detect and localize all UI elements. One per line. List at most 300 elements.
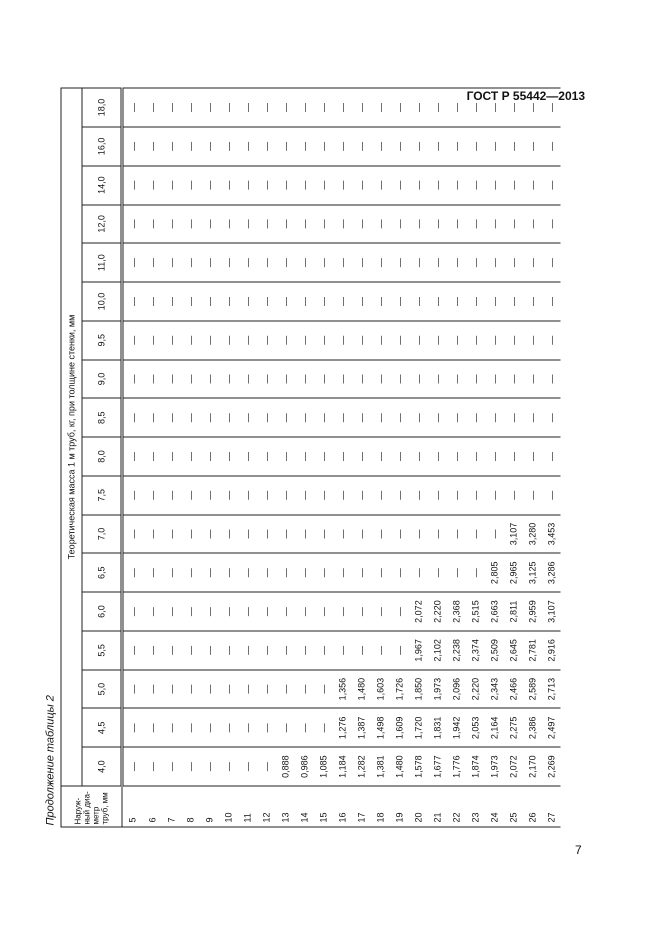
mass-cell: —	[162, 631, 181, 670]
mass-cell: —	[200, 515, 219, 554]
thickness-header: 6,5	[82, 553, 122, 592]
mass-cell: —	[162, 592, 181, 631]
mass-cell: —	[485, 205, 504, 244]
mass-cell: —	[181, 360, 200, 399]
mass-cell: —	[542, 282, 561, 321]
table-row	[428, 88, 447, 827]
mass-cell: —	[542, 166, 561, 205]
mass-cell: 2,386	[523, 708, 542, 747]
mass-cell: —	[200, 282, 219, 321]
mass-cell: —	[238, 127, 257, 166]
mass-cell: —	[447, 282, 466, 321]
mass-cell: —	[390, 205, 409, 244]
mass-cell: —	[447, 476, 466, 515]
mass-cell: —	[181, 437, 200, 476]
diameter-cell: 6	[143, 786, 162, 827]
mass-cell: —	[371, 88, 390, 127]
mass-cell: —	[409, 243, 428, 282]
mass-cell: —	[428, 515, 447, 554]
mass-cell: —	[314, 88, 333, 127]
mass-cell: —	[200, 205, 219, 244]
mass-cell: —	[485, 476, 504, 515]
mass-cell: —	[122, 398, 143, 437]
mass-cell: —	[276, 476, 295, 515]
mass-cell: 1,603	[371, 670, 390, 709]
mass-cell: —	[162, 243, 181, 282]
mass-cell: —	[257, 515, 276, 554]
mass-cell: 1,387	[352, 708, 371, 747]
mass-cell: —	[276, 166, 295, 205]
mass-cell: —	[257, 631, 276, 670]
mass-cell: —	[143, 631, 162, 670]
table-row	[314, 88, 333, 827]
table-row	[238, 88, 257, 827]
mass-cell: —	[257, 166, 276, 205]
mass-cell: —	[428, 88, 447, 127]
mass-cell: —	[122, 166, 143, 205]
mass-cell: —	[200, 670, 219, 709]
mass-cell: —	[466, 282, 485, 321]
table-row	[447, 88, 466, 827]
mass-cell: —	[447, 166, 466, 205]
mass-cell: —	[219, 592, 238, 631]
diameter-cell: 5	[122, 786, 143, 827]
mass-cell: —	[122, 670, 143, 709]
diameter-cell: 13	[276, 786, 295, 827]
mass-cell: 2,811	[504, 592, 523, 631]
mass-cell: —	[428, 360, 447, 399]
mass-cell: 2,220	[466, 670, 485, 709]
mass-cell: —	[352, 282, 371, 321]
mass-cell: —	[485, 88, 504, 127]
mass-cell: —	[466, 437, 485, 476]
mass-cell: —	[352, 398, 371, 437]
mass-cell: —	[333, 631, 352, 670]
mass-cell: —	[219, 747, 238, 786]
table-row	[143, 88, 162, 827]
mass-cell: —	[390, 398, 409, 437]
mass-cell: —	[122, 321, 143, 360]
mass-cell: —	[143, 708, 162, 747]
mass-cell: —	[485, 282, 504, 321]
mass-cell: 3,107	[504, 515, 523, 554]
mass-cell: —	[447, 321, 466, 360]
mass-cell: 1,498	[371, 708, 390, 747]
mass-cell: —	[143, 670, 162, 709]
mass-cell: —	[122, 282, 143, 321]
mass-cell: —	[143, 127, 162, 166]
mass-cell: —	[219, 553, 238, 592]
mass-cell: —	[466, 88, 485, 127]
mass-cell: —	[409, 515, 428, 554]
thickness-header: 16,0	[82, 127, 122, 166]
mass-cell: —	[122, 360, 143, 399]
mass-cell: —	[390, 360, 409, 399]
mass-cell: —	[181, 127, 200, 166]
mass-cell: —	[122, 88, 143, 127]
mass-cell: —	[485, 127, 504, 166]
mass-cell: —	[162, 321, 181, 360]
mass-cell: —	[447, 398, 466, 437]
mass-cell: —	[219, 708, 238, 747]
mass-cell: —	[428, 437, 447, 476]
mass-cell: —	[200, 476, 219, 515]
mass-cell: —	[122, 205, 143, 244]
mass-cell: —	[409, 437, 428, 476]
mass-cell: 2,515	[466, 592, 485, 631]
mass-cell: —	[447, 243, 466, 282]
mass-cell: —	[504, 437, 523, 476]
diameter-cell: 18	[371, 786, 390, 827]
mass-cell: —	[466, 515, 485, 554]
mass-cell: —	[333, 476, 352, 515]
mass-cell: —	[162, 88, 181, 127]
mass-cell: —	[219, 670, 238, 709]
mass-cell: —	[352, 360, 371, 399]
mass-cell: —	[238, 282, 257, 321]
mass-cell: —	[200, 747, 219, 786]
mass-cell: —	[143, 321, 162, 360]
table-row	[122, 88, 143, 827]
mass-cell: —	[143, 515, 162, 554]
mass-cell: —	[295, 398, 314, 437]
diameter-cell: 25	[504, 786, 523, 827]
mass-cell: —	[314, 360, 333, 399]
mass-cell: —	[352, 437, 371, 476]
mass-cell: —	[219, 437, 238, 476]
mass-cell: —	[200, 592, 219, 631]
mass-cell: —	[162, 437, 181, 476]
mass-cell: —	[523, 282, 542, 321]
table-caption: Продолжение таблицы 2	[44, 695, 57, 826]
mass-cell: —	[371, 282, 390, 321]
mass-cell: —	[371, 166, 390, 205]
mass-cell: —	[428, 476, 447, 515]
mass-cell: —	[295, 670, 314, 709]
mass-cell: —	[181, 243, 200, 282]
table-row	[276, 88, 295, 827]
mass-cell: —	[200, 437, 219, 476]
mass-cell: —	[122, 747, 143, 786]
mass-cell: —	[314, 282, 333, 321]
mass-cell: 1,677	[428, 747, 447, 786]
mass-cell: —	[333, 437, 352, 476]
mass-cell: 2,220	[428, 592, 447, 631]
mass-cell: 1,356	[333, 670, 352, 709]
mass-cell: —	[333, 321, 352, 360]
table-row	[295, 88, 314, 827]
mass-cell: —	[485, 515, 504, 554]
mass-cell: —	[219, 321, 238, 360]
mass-cell: —	[333, 282, 352, 321]
rotated-table-block	[41, 88, 586, 828]
mass-cell: 2,269	[542, 747, 561, 786]
thickness-header: 4,5	[82, 708, 122, 747]
mass-cell: —	[314, 476, 333, 515]
group-header: Теоретическая масса 1 м труб, кг, при толщине стенки, мм	[61, 88, 82, 786]
mass-cell: —	[276, 515, 295, 554]
table-row	[352, 88, 371, 827]
mass-cell: —	[257, 282, 276, 321]
mass-cell: —	[542, 205, 561, 244]
mass-cell: —	[352, 321, 371, 360]
mass-cell: —	[314, 708, 333, 747]
mass-cell: —	[219, 88, 238, 127]
table-row	[523, 88, 542, 827]
mass-cell: —	[257, 437, 276, 476]
mass-cell: —	[200, 321, 219, 360]
mass-cell: 1,282	[352, 747, 371, 786]
mass-cell: —	[523, 321, 542, 360]
mass-cell: —	[276, 88, 295, 127]
thickness-header: 9,5	[82, 321, 122, 360]
mass-cell: —	[181, 88, 200, 127]
mass-cell: 1,726	[390, 670, 409, 709]
table-row	[409, 88, 428, 827]
mass-cell: —	[485, 437, 504, 476]
mass-cell: —	[257, 360, 276, 399]
mass-cell: —	[200, 127, 219, 166]
mass-cell: —	[200, 553, 219, 592]
mass-cell: —	[428, 166, 447, 205]
mass-cell: —	[162, 670, 181, 709]
mass-cell: —	[409, 282, 428, 321]
mass-cell: 1,480	[390, 747, 409, 786]
thickness-header: 11,0	[82, 243, 122, 282]
mass-cell: —	[314, 670, 333, 709]
mass-cell: —	[143, 243, 162, 282]
mass-cell: 2,053	[466, 708, 485, 747]
mass-cell: —	[257, 205, 276, 244]
mass-cell: —	[276, 360, 295, 399]
mass-cell: —	[371, 243, 390, 282]
mass-cell: —	[162, 398, 181, 437]
mass-cell: —	[466, 205, 485, 244]
mass-cell: —	[238, 360, 257, 399]
mass-cell: —	[428, 243, 447, 282]
table-row	[162, 88, 181, 827]
mass-cell: —	[238, 437, 257, 476]
mass-cell: —	[257, 243, 276, 282]
mass-cell: —	[162, 127, 181, 166]
mass-cell: 2,343	[485, 670, 504, 709]
mass-cell: —	[238, 398, 257, 437]
mass-cell: 1,973	[485, 747, 504, 786]
thickness-header: 8,5	[82, 398, 122, 437]
mass-cell: —	[466, 476, 485, 515]
mass-cell: —	[238, 166, 257, 205]
mass-cell: —	[238, 670, 257, 709]
mass-cell: —	[523, 166, 542, 205]
mass-cell: —	[295, 631, 314, 670]
mass-cell: —	[295, 166, 314, 205]
mass-cell: —	[181, 398, 200, 437]
mass-cell: —	[295, 515, 314, 554]
mass-cell: —	[466, 243, 485, 282]
diameter-cell: 21	[428, 786, 447, 827]
mass-cell: —	[219, 360, 238, 399]
mass-cell: 3,280	[523, 515, 542, 554]
mass-cell: —	[200, 631, 219, 670]
table-row	[542, 88, 561, 827]
mass-cell: —	[257, 476, 276, 515]
mass-cell: —	[504, 360, 523, 399]
mass-cell: —	[295, 88, 314, 127]
mass-cell: —	[295, 437, 314, 476]
mass-cell: —	[523, 127, 542, 166]
mass-cell: —	[542, 360, 561, 399]
mass-cell: —	[333, 88, 352, 127]
mass-cell: —	[485, 243, 504, 282]
mass-cell: 2,781	[523, 631, 542, 670]
mass-cell: 1,967	[409, 631, 428, 670]
mass-cell: —	[276, 398, 295, 437]
mass-cell: —	[257, 670, 276, 709]
document-code: ГОСТ Р 55442—2013	[466, 89, 585, 103]
diameter-cell: 9	[200, 786, 219, 827]
mass-cell: —	[390, 127, 409, 166]
mass-cell: —	[143, 205, 162, 244]
mass-cell: 2,096	[447, 670, 466, 709]
mass-cell: —	[181, 670, 200, 709]
mass-cell: —	[371, 360, 390, 399]
mass-cell: —	[122, 553, 143, 592]
mass-cell: —	[200, 166, 219, 205]
mass-cell: —	[143, 553, 162, 592]
mass-cell: —	[200, 88, 219, 127]
mass-cell: 2,509	[485, 631, 504, 670]
mass-cell: —	[314, 631, 333, 670]
table-row	[181, 88, 200, 827]
mass-cell: —	[238, 205, 257, 244]
diameter-cell: 12	[257, 786, 276, 827]
thickness-header: 6,0	[82, 592, 122, 631]
mass-cell: 1,085	[314, 747, 333, 786]
diameter-cell: 17	[352, 786, 371, 827]
mass-cell: —	[409, 88, 428, 127]
mass-cell: —	[409, 127, 428, 166]
diameter-cell: 20	[409, 786, 428, 827]
table-row	[504, 88, 523, 827]
mass-cell: 0,888	[276, 747, 295, 786]
mass-cell: —	[447, 553, 466, 592]
mass-cell: —	[447, 360, 466, 399]
mass-cell: —	[371, 553, 390, 592]
diameter-header: Наруж-ный диа-метр труб, мм	[61, 786, 122, 827]
mass-cell: —	[371, 515, 390, 554]
mass-cell: —	[371, 631, 390, 670]
mass-cell: 1,850	[409, 670, 428, 709]
mass-cell: 2,374	[466, 631, 485, 670]
thickness-header: 5,0	[82, 670, 122, 709]
mass-cell: 0,986	[295, 747, 314, 786]
mass-cell: —	[371, 321, 390, 360]
mass-cell: 2,072	[504, 747, 523, 786]
mass-cell: —	[143, 476, 162, 515]
thickness-header: 7,5	[82, 476, 122, 515]
mass-cell: 1,720	[409, 708, 428, 747]
mass-cell: —	[162, 553, 181, 592]
mass-cell: —	[390, 166, 409, 205]
mass-cell: —	[428, 321, 447, 360]
mass-cell: —	[143, 398, 162, 437]
mass-cell: —	[314, 205, 333, 244]
mass-cell: —	[162, 205, 181, 244]
mass-cell: —	[390, 88, 409, 127]
mass-cell: —	[219, 515, 238, 554]
mass-cell: —	[485, 166, 504, 205]
mass-cell: —	[504, 205, 523, 244]
mass-cell: 1,942	[447, 708, 466, 747]
mass-cell: —	[143, 282, 162, 321]
mass-cell: —	[122, 631, 143, 670]
mass-cell: —	[333, 243, 352, 282]
mass-cell: 1,831	[428, 708, 447, 747]
mass-cell: —	[371, 127, 390, 166]
mass-cell: —	[466, 321, 485, 360]
mass-cell: —	[447, 515, 466, 554]
mass-cell: —	[143, 88, 162, 127]
mass-cell: —	[276, 631, 295, 670]
thickness-header: 14,0	[82, 166, 122, 205]
mass-cell: 2,805	[485, 553, 504, 592]
table-body	[122, 88, 561, 827]
mass-cell: —	[200, 398, 219, 437]
mass-cell: —	[314, 166, 333, 205]
mass-cell: —	[390, 553, 409, 592]
mass-cell: —	[409, 476, 428, 515]
mass-cell: —	[314, 321, 333, 360]
mass-cell: —	[504, 476, 523, 515]
mass-cell: —	[333, 166, 352, 205]
mass-cell: 3,286	[542, 553, 561, 592]
mass-cell: —	[314, 398, 333, 437]
thickness-header: 18,0	[82, 88, 122, 127]
mass-cell: —	[238, 88, 257, 127]
table-row	[485, 88, 504, 827]
mass-cell: —	[122, 708, 143, 747]
mass-cell: —	[314, 553, 333, 592]
mass-cell: —	[314, 515, 333, 554]
mass-cell: —	[371, 592, 390, 631]
diameter-cell: 8	[181, 786, 200, 827]
mass-cell: —	[523, 205, 542, 244]
mass-cell: —	[257, 592, 276, 631]
mass-cell: —	[390, 476, 409, 515]
mass-cell: —	[333, 515, 352, 554]
mass-cell: —	[257, 747, 276, 786]
mass-cell: —	[504, 398, 523, 437]
mass-cell: 2,102	[428, 631, 447, 670]
mass-cell: —	[295, 708, 314, 747]
mass-cell: —	[276, 321, 295, 360]
mass-cell: —	[523, 437, 542, 476]
mass-cell: —	[181, 282, 200, 321]
mass-cell: —	[352, 88, 371, 127]
mass-cell: —	[409, 166, 428, 205]
mass-cell: —	[447, 205, 466, 244]
mass-cell: —	[295, 205, 314, 244]
mass-cell: 2,965	[504, 553, 523, 592]
mass-cell: —	[238, 515, 257, 554]
mass-cell: —	[162, 360, 181, 399]
mass-cell: —	[371, 205, 390, 244]
mass-cell: 1,276	[333, 708, 352, 747]
mass-cell: —	[295, 592, 314, 631]
mass-cell: —	[447, 88, 466, 127]
mass-cell: 2,589	[523, 670, 542, 709]
mass-cell: —	[542, 321, 561, 360]
